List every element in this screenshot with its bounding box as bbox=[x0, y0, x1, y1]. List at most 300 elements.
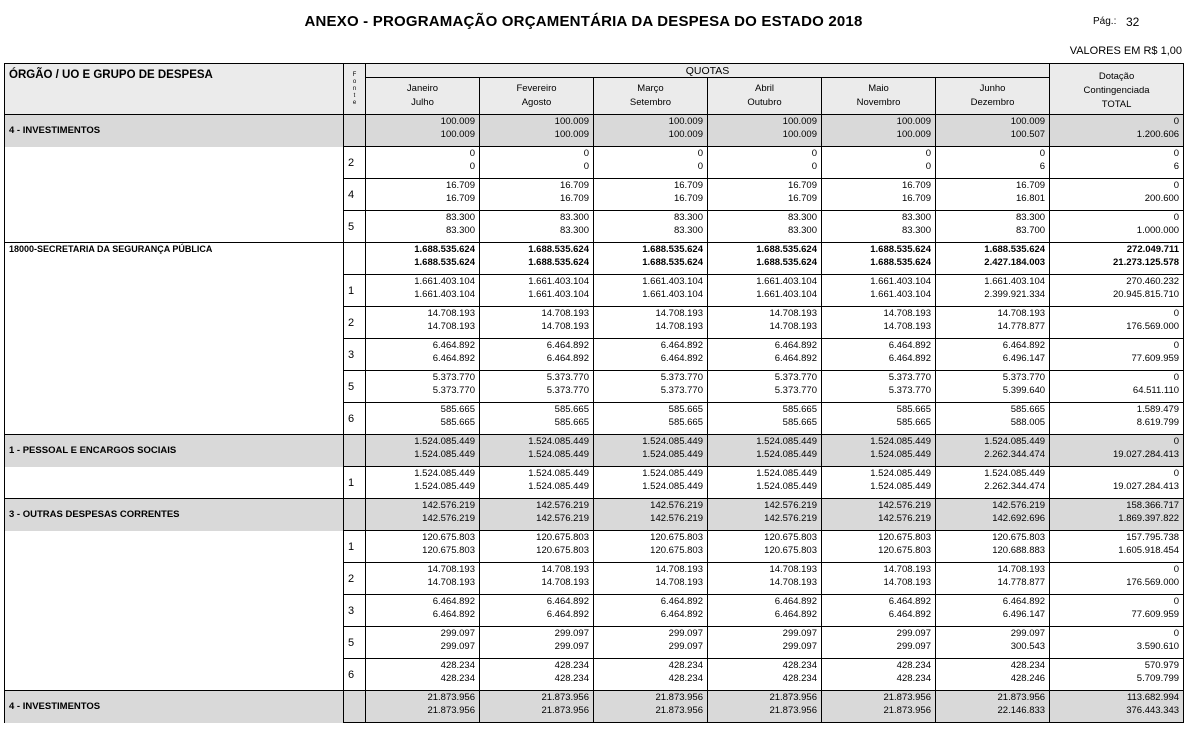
quota-cell bbox=[480, 531, 594, 563]
quota-cell bbox=[366, 339, 480, 371]
value-first-half: 1.688.535.624 bbox=[984, 244, 1046, 255]
value-second-half: 6.464.892 bbox=[546, 609, 589, 620]
value-first-half: 14.708.193 bbox=[883, 308, 931, 319]
row-label bbox=[5, 403, 344, 435]
value-second-half: 120.675.803 bbox=[536, 545, 589, 556]
quota-cell bbox=[480, 435, 594, 467]
value-second-half: 120.675.803 bbox=[878, 545, 931, 556]
value-second-half: 6.464.892 bbox=[774, 353, 817, 364]
value-second-half: 6.464.892 bbox=[546, 353, 589, 364]
fonte-letter: t bbox=[353, 92, 356, 99]
quota-cell bbox=[936, 499, 1050, 531]
value-second-half: 100.507 bbox=[1010, 129, 1046, 140]
quota-cell bbox=[594, 211, 708, 243]
units-note: VALORES EM R$ 1,00 bbox=[1069, 45, 1182, 57]
quota-cell bbox=[366, 307, 480, 339]
value-second-half: 120.675.803 bbox=[422, 545, 475, 556]
quota-cell bbox=[594, 435, 708, 467]
value-first-half: 428.234 bbox=[554, 660, 589, 671]
value-first-half: 142.576.219 bbox=[878, 500, 931, 511]
quota-cell bbox=[366, 211, 480, 243]
row-label bbox=[5, 595, 344, 627]
value-first-half: 16.709 bbox=[673, 180, 703, 191]
quota-cell bbox=[936, 435, 1050, 467]
value-second-half: 83.300 bbox=[445, 225, 475, 236]
month-name: Julho bbox=[411, 97, 434, 108]
value-second-half: 21.873.956 bbox=[883, 705, 931, 716]
value-second-half: 120.675.803 bbox=[650, 545, 703, 556]
value-first-half: 16.709 bbox=[1016, 180, 1046, 191]
value-second-half: 428.234 bbox=[782, 673, 817, 684]
value-second-half: 100.009 bbox=[554, 129, 589, 140]
total-cell bbox=[1050, 147, 1184, 179]
value-second-half: 428.246 bbox=[1010, 673, 1046, 684]
budget-table bbox=[4, 63, 1184, 723]
value-second-half: 1.524.085.449 bbox=[642, 481, 703, 492]
quota-cell bbox=[366, 691, 480, 723]
quota-cell bbox=[822, 499, 936, 531]
value-first-half: 1.661.403.104 bbox=[756, 276, 817, 287]
value-first-half: 1.524.085.449 bbox=[984, 436, 1046, 447]
value-first-half: 585.665 bbox=[1010, 404, 1046, 415]
row-label bbox=[5, 339, 344, 371]
fonte-code: 2 bbox=[344, 307, 366, 339]
month-name: Fevereiro bbox=[516, 83, 557, 94]
value-first-half: 1.661.403.104 bbox=[984, 276, 1046, 287]
value-second-half: 14.708.193 bbox=[883, 577, 931, 588]
fonte-code: 5 bbox=[344, 211, 366, 243]
value-first-half: 100.009 bbox=[554, 116, 589, 127]
page-number: 32 bbox=[1126, 15, 1140, 29]
value-second-half: 1.661.403.104 bbox=[642, 289, 703, 300]
value-first-half: 100.009 bbox=[782, 116, 817, 127]
quota-cell bbox=[822, 627, 936, 659]
value-second-half: 100.009 bbox=[782, 129, 817, 140]
value-first-half: 299.097 bbox=[440, 628, 475, 639]
value-first-half: 100.009 bbox=[896, 116, 931, 127]
value-second-half: 16.709 bbox=[901, 193, 931, 204]
quota-cell bbox=[822, 275, 936, 307]
fonte-code: 2 bbox=[344, 563, 366, 595]
total-cell bbox=[1050, 211, 1184, 243]
fonte-row bbox=[5, 339, 1184, 371]
value-first-half: 83.300 bbox=[787, 212, 817, 223]
value-first-half: 0 bbox=[1173, 340, 1180, 351]
fonte-code bbox=[344, 115, 366, 147]
value-first-half: 142.576.219 bbox=[764, 500, 817, 511]
value-second-half: 14.708.193 bbox=[427, 321, 475, 332]
fonte-code: 6 bbox=[344, 403, 366, 435]
value-first-half: 1.688.535.624 bbox=[756, 244, 817, 255]
value-second-half: 6.464.892 bbox=[660, 353, 703, 364]
value-second-half: 300.543 bbox=[1010, 641, 1046, 652]
value-second-half: 6.464.892 bbox=[432, 353, 475, 364]
value-first-half: 142.576.219 bbox=[536, 500, 589, 511]
total-cell bbox=[1050, 435, 1184, 467]
value-second-half: 16.709 bbox=[673, 193, 703, 204]
value-first-half: 428.234 bbox=[668, 660, 703, 671]
quota-cell bbox=[594, 659, 708, 691]
value-first-half: 0 bbox=[1173, 180, 1180, 191]
value-first-half: 0 bbox=[1039, 148, 1046, 159]
value-second-half: 14.708.193 bbox=[427, 577, 475, 588]
fonte-letter: e bbox=[352, 99, 357, 106]
quota-cell bbox=[936, 243, 1050, 275]
value-second-half: 1.661.403.104 bbox=[414, 289, 475, 300]
quota-cell bbox=[822, 531, 936, 563]
quota-cell bbox=[594, 179, 708, 211]
value-second-half: 5.373.770 bbox=[432, 385, 475, 396]
fonte-code bbox=[344, 243, 366, 275]
value-first-half: 100.009 bbox=[440, 116, 475, 127]
fonte-code bbox=[344, 435, 366, 467]
value-second-half: 1.200.606 bbox=[1136, 129, 1180, 140]
quota-cell bbox=[594, 115, 708, 147]
value-second-half: 22.146.833 bbox=[997, 705, 1046, 716]
quota-cell bbox=[480, 499, 594, 531]
month-header bbox=[366, 78, 480, 115]
value-first-half: 6.464.892 bbox=[888, 596, 931, 607]
month-header bbox=[708, 78, 822, 115]
quota-cell bbox=[708, 211, 822, 243]
quota-cell bbox=[480, 371, 594, 403]
value-first-half: 1.589.479 bbox=[1136, 404, 1180, 415]
quota-cell bbox=[594, 403, 708, 435]
value-second-half: 16.709 bbox=[445, 193, 475, 204]
value-first-half: 14.708.193 bbox=[541, 564, 589, 575]
quota-cell bbox=[366, 403, 480, 435]
value-first-half: 14.708.193 bbox=[769, 308, 817, 319]
value-first-half: 5.373.770 bbox=[774, 372, 817, 383]
quota-cell bbox=[708, 115, 822, 147]
quota-cell bbox=[366, 467, 480, 499]
fonte-code bbox=[344, 691, 366, 723]
value-second-half: 142.576.219 bbox=[878, 513, 931, 524]
quota-cell bbox=[480, 627, 594, 659]
quota-cell bbox=[480, 147, 594, 179]
quota-cell bbox=[936, 691, 1050, 723]
value-second-half: 16.709 bbox=[559, 193, 589, 204]
value-first-half: 5.373.770 bbox=[432, 372, 475, 383]
value-first-half: 16.709 bbox=[901, 180, 931, 191]
quota-cell bbox=[822, 307, 936, 339]
value-second-half: 1.688.535.624 bbox=[642, 257, 703, 268]
value-second-half: 3.590.610 bbox=[1136, 641, 1180, 652]
value-first-half: 142.576.219 bbox=[422, 500, 475, 511]
quota-cell bbox=[366, 659, 480, 691]
quota-cell bbox=[594, 307, 708, 339]
value-first-half: 6.464.892 bbox=[774, 596, 817, 607]
value-first-half: 6.464.892 bbox=[432, 596, 475, 607]
value-second-half: 83.700 bbox=[1016, 225, 1046, 236]
quota-cell bbox=[936, 115, 1050, 147]
value-second-half: 299.097 bbox=[554, 641, 589, 652]
value-first-half: 1.524.085.449 bbox=[870, 468, 931, 479]
value-first-half: 1.524.085.449 bbox=[528, 468, 589, 479]
value-second-half: 8.619.799 bbox=[1136, 417, 1180, 428]
value-first-half: 585.665 bbox=[896, 404, 931, 415]
quota-cell bbox=[936, 531, 1050, 563]
quota-cell bbox=[594, 691, 708, 723]
quota-cell bbox=[480, 563, 594, 595]
fonte-column-header bbox=[344, 64, 366, 115]
value-second-half: 1.524.085.449 bbox=[642, 449, 703, 460]
value-first-half: 0 bbox=[1173, 468, 1180, 479]
group-row bbox=[5, 499, 1184, 531]
quota-cell bbox=[822, 467, 936, 499]
value-first-half: 6.464.892 bbox=[1002, 340, 1046, 351]
value-second-half: 83.300 bbox=[901, 225, 931, 236]
value-second-half: 176.569.000 bbox=[1126, 577, 1180, 588]
value-second-half: 120.675.803 bbox=[764, 545, 817, 556]
value-first-half: 14.708.193 bbox=[769, 564, 817, 575]
value-second-half: 5.373.770 bbox=[546, 385, 589, 396]
quota-cell bbox=[594, 563, 708, 595]
row-label bbox=[5, 275, 344, 307]
total-cell bbox=[1050, 307, 1184, 339]
value-second-half: 14.708.193 bbox=[655, 321, 703, 332]
value-second-half: 100.009 bbox=[896, 129, 931, 140]
value-first-half: 14.708.193 bbox=[427, 308, 475, 319]
quota-cell bbox=[480, 595, 594, 627]
value-first-half: 14.708.193 bbox=[655, 308, 703, 319]
value-second-half: 1.524.085.449 bbox=[756, 449, 817, 460]
value-second-half: 299.097 bbox=[782, 641, 817, 652]
value-second-half: 14.708.193 bbox=[769, 577, 817, 588]
quota-cell bbox=[480, 691, 594, 723]
value-first-half: 16.709 bbox=[559, 180, 589, 191]
value-second-half: 14.708.193 bbox=[883, 321, 931, 332]
row-label bbox=[5, 147, 344, 179]
fonte-row bbox=[5, 275, 1184, 307]
quota-cell bbox=[822, 595, 936, 627]
total-cell bbox=[1050, 243, 1184, 275]
fonte-code: 3 bbox=[344, 339, 366, 371]
month-name: Janeiro bbox=[406, 83, 439, 94]
quota-cell bbox=[594, 499, 708, 531]
value-second-half: 14.708.193 bbox=[655, 577, 703, 588]
quota-cell bbox=[366, 179, 480, 211]
value-first-half: 0 bbox=[1173, 308, 1180, 319]
fonte-row bbox=[5, 595, 1184, 627]
value-second-half: 6.464.892 bbox=[660, 609, 703, 620]
value-second-half: 1.524.085.449 bbox=[870, 481, 931, 492]
row-label: 1 - PESSOAL E ENCARGOS SOCIAIS bbox=[5, 435, 344, 467]
document-title: ANEXO - PROGRAMAÇÃO ORÇAMENTÁRIA DA DESPESA DO ESTADO 2018 bbox=[304, 13, 863, 30]
value-first-half: 6.464.892 bbox=[546, 340, 589, 351]
row-label bbox=[5, 371, 344, 403]
total-cell bbox=[1050, 659, 1184, 691]
value-second-half: 1.524.085.449 bbox=[528, 449, 589, 460]
fonte-code: 5 bbox=[344, 627, 366, 659]
month-name: Novembro bbox=[856, 97, 901, 108]
value-second-half: 428.234 bbox=[440, 673, 475, 684]
fonte-row bbox=[5, 147, 1184, 179]
row-label bbox=[5, 467, 344, 499]
quota-cell bbox=[936, 403, 1050, 435]
month-name: Outubro bbox=[747, 97, 782, 108]
row-label: 4 - INVESTIMENTOS bbox=[5, 691, 344, 723]
value-second-half: 83.300 bbox=[787, 225, 817, 236]
month-name: Abril bbox=[754, 83, 774, 94]
value-second-half: 1.605.918.454 bbox=[1118, 545, 1180, 556]
value-first-half: 120.675.803 bbox=[878, 532, 931, 543]
value-first-half: 0 bbox=[1173, 596, 1180, 607]
value-first-half: 1.524.085.449 bbox=[642, 468, 703, 479]
value-first-half: 14.708.193 bbox=[883, 564, 931, 575]
quota-cell bbox=[594, 339, 708, 371]
value-second-half: 5.709.799 bbox=[1136, 673, 1180, 684]
value-first-half: 5.373.770 bbox=[1002, 372, 1046, 383]
value-first-half: 0 bbox=[811, 148, 817, 159]
value-first-half: 0 bbox=[1173, 436, 1180, 447]
row-label bbox=[5, 659, 344, 691]
value-second-half: 585.665 bbox=[440, 417, 475, 428]
fonte-code: 1 bbox=[344, 531, 366, 563]
value-second-half: 6 bbox=[1039, 161, 1046, 172]
value-second-half: 21.273.125.578 bbox=[1113, 257, 1180, 268]
quota-cell bbox=[366, 115, 480, 147]
total-cell bbox=[1050, 499, 1184, 531]
quota-cell bbox=[480, 659, 594, 691]
value-second-half: 2.399.921.334 bbox=[984, 289, 1046, 300]
value-first-half: 21.873.956 bbox=[997, 692, 1046, 703]
total-cell bbox=[1050, 467, 1184, 499]
value-first-half: 0 bbox=[1173, 148, 1180, 159]
value-second-half: 1.524.085.449 bbox=[870, 449, 931, 460]
value-second-half: 142.576.219 bbox=[422, 513, 475, 524]
quota-cell bbox=[822, 435, 936, 467]
fonte-row bbox=[5, 659, 1184, 691]
value-second-half: 6.464.892 bbox=[432, 609, 475, 620]
value-first-half: 1.524.085.449 bbox=[414, 436, 475, 447]
value-first-half: 6.464.892 bbox=[546, 596, 589, 607]
value-first-half: 120.675.803 bbox=[764, 532, 817, 543]
month-header bbox=[594, 78, 708, 115]
quota-cell bbox=[366, 435, 480, 467]
quota-cell bbox=[708, 659, 822, 691]
value-second-half: 64.511.110 bbox=[1132, 385, 1180, 396]
value-second-half: 6.464.892 bbox=[888, 609, 931, 620]
quota-cell bbox=[822, 371, 936, 403]
value-first-half: 6.464.892 bbox=[774, 340, 817, 351]
quota-cell bbox=[936, 147, 1050, 179]
value-first-half: 1.524.085.449 bbox=[756, 468, 817, 479]
quota-cell bbox=[480, 211, 594, 243]
value-first-half: 299.097 bbox=[896, 628, 931, 639]
value-second-half: 1.869.397.822 bbox=[1118, 513, 1180, 524]
quota-cell bbox=[366, 499, 480, 531]
value-first-half: 21.873.956 bbox=[427, 692, 475, 703]
fonte-code: 1 bbox=[344, 275, 366, 307]
value-second-half: 21.873.956 bbox=[769, 705, 817, 716]
value-second-half: 0 bbox=[925, 161, 931, 172]
total-header-line2: Contingenciada bbox=[1083, 85, 1150, 96]
quota-cell bbox=[936, 595, 1050, 627]
quota-cell bbox=[822, 691, 936, 723]
row-label bbox=[5, 531, 344, 563]
value-second-half: 428.234 bbox=[896, 673, 931, 684]
value-first-half: 83.300 bbox=[901, 212, 931, 223]
value-second-half: 428.234 bbox=[668, 673, 703, 684]
value-first-half: 157.795.738 bbox=[1126, 532, 1180, 543]
page-label: Pág.: bbox=[1093, 16, 1117, 27]
total-cell bbox=[1050, 115, 1184, 147]
value-first-half: 0 bbox=[697, 148, 703, 159]
value-first-half: 1.688.535.624 bbox=[528, 244, 589, 255]
fonte-row bbox=[5, 371, 1184, 403]
quota-cell bbox=[822, 659, 936, 691]
value-first-half: 16.709 bbox=[787, 180, 817, 191]
quota-cell bbox=[936, 211, 1050, 243]
quota-cell bbox=[936, 307, 1050, 339]
quota-cell bbox=[708, 275, 822, 307]
value-first-half: 1.524.085.449 bbox=[870, 436, 931, 447]
value-first-half: 120.675.803 bbox=[422, 532, 475, 543]
value-second-half: 1.524.085.449 bbox=[756, 481, 817, 492]
value-first-half: 0 bbox=[1173, 628, 1180, 639]
quota-cell bbox=[366, 531, 480, 563]
value-second-half: 1.688.535.624 bbox=[414, 257, 475, 268]
month-header bbox=[822, 78, 936, 115]
value-second-half: 0 bbox=[583, 161, 589, 172]
value-first-half: 0 bbox=[1173, 372, 1180, 383]
value-second-half: 2.262.344.474 bbox=[984, 449, 1046, 460]
total-cell bbox=[1050, 531, 1184, 563]
quota-cell bbox=[708, 435, 822, 467]
value-second-half: 1.524.085.449 bbox=[528, 481, 589, 492]
quota-cell bbox=[708, 595, 822, 627]
value-first-half: 6.464.892 bbox=[1002, 596, 1046, 607]
value-first-half: 14.708.193 bbox=[655, 564, 703, 575]
value-first-half: 14.708.193 bbox=[541, 308, 589, 319]
value-second-half: 585.665 bbox=[782, 417, 817, 428]
total-cell bbox=[1050, 275, 1184, 307]
value-first-half: 0 bbox=[469, 148, 475, 159]
quota-cell bbox=[936, 659, 1050, 691]
fonte-row bbox=[5, 307, 1184, 339]
quota-cell bbox=[822, 563, 936, 595]
total-header-line3: TOTAL bbox=[1101, 99, 1132, 110]
value-second-half: 1.524.085.449 bbox=[414, 481, 475, 492]
value-second-half: 83.300 bbox=[559, 225, 589, 236]
value-second-half: 21.873.956 bbox=[541, 705, 589, 716]
row-label: 4 - INVESTIMENTOS bbox=[5, 115, 344, 147]
value-first-half: 14.708.193 bbox=[427, 564, 475, 575]
value-second-half: 21.873.956 bbox=[427, 705, 475, 716]
total-cell bbox=[1050, 691, 1184, 723]
value-second-half: 1.661.403.104 bbox=[528, 289, 589, 300]
fonte-letter: n bbox=[352, 85, 357, 92]
value-first-half: 1.524.085.449 bbox=[984, 468, 1046, 479]
value-second-half: 77.609.959 bbox=[1131, 609, 1180, 620]
value-first-half: 21.873.956 bbox=[769, 692, 817, 703]
value-first-half: 0 bbox=[925, 148, 931, 159]
row-label bbox=[5, 627, 344, 659]
total-cell bbox=[1050, 403, 1184, 435]
quota-cell bbox=[480, 339, 594, 371]
value-second-half: 5.373.770 bbox=[888, 385, 931, 396]
value-first-half: 1.661.403.104 bbox=[528, 276, 589, 287]
quota-cell bbox=[594, 467, 708, 499]
group-row bbox=[5, 115, 1184, 147]
value-second-half: 200.600 bbox=[1144, 193, 1180, 204]
quota-cell bbox=[366, 627, 480, 659]
value-second-half: 20.945.815.710 bbox=[1113, 289, 1180, 300]
month-header bbox=[936, 78, 1050, 115]
value-second-half: 16.709 bbox=[787, 193, 817, 204]
value-second-half: 6.496.147 bbox=[1002, 353, 1046, 364]
